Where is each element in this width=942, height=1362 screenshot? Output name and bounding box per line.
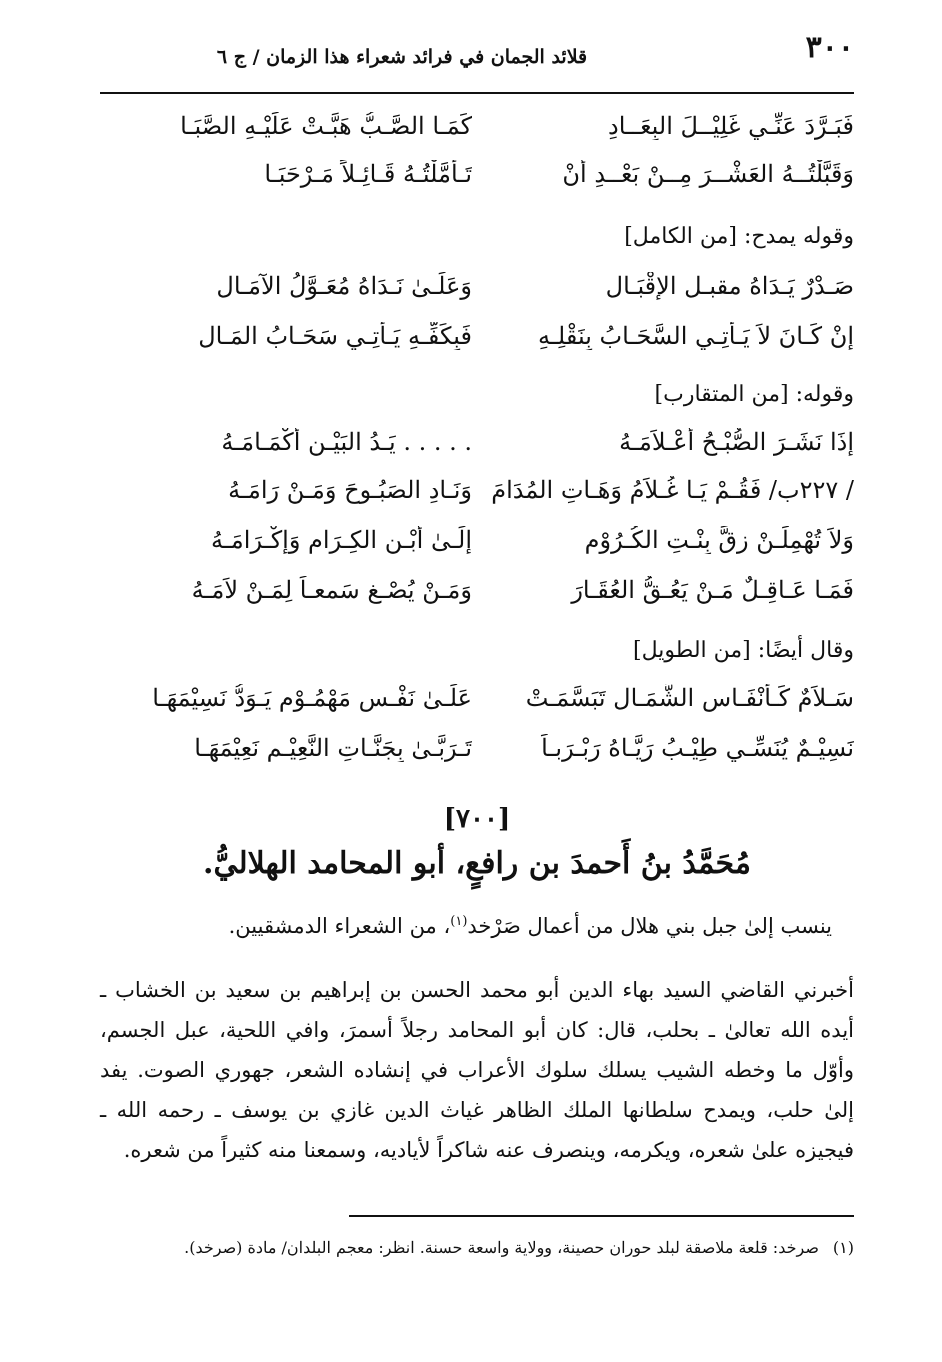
verse-line — [100, 684, 854, 724]
verse-second-hemistich: . . . . . يَـدُ البَيْـنِ أَكْمَـامَـهُ — [221, 428, 472, 456]
verse-line — [100, 428, 854, 468]
footnote-marker: (١) — [832, 1238, 854, 1257]
verse-line — [100, 322, 854, 362]
verse-first-hemistich: سَـلاَمٌ كَـأَنْفَـاسِ الشَّمَـالِ تَبَسَّمَـتْ — [525, 684, 854, 712]
poem-intro: وقوله: [من المتقارب] — [654, 382, 854, 407]
verse-line — [100, 576, 854, 616]
verse-first-hemistich: / ٢٢٧ب/ فَقُـمْ يَـا غُـلاَمُ وَهَـاتِ المُدَامَ — [491, 476, 854, 504]
verse-line — [100, 526, 854, 566]
poem-intro: وقال أيضًا: [من الطويل] — [633, 638, 854, 663]
verse-line — [100, 272, 854, 312]
verse-first-hemistich: نَسِيْـمٌ يُنَسِّـي طِيْـبُ رَيَّـاهُ رَبْـرَبـاً — [541, 734, 854, 762]
footnote-reference[interactable]: (١) — [450, 914, 468, 929]
poem-intro: وقوله يمدح: [من الكامل] — [624, 224, 854, 249]
verse-second-hemistich: فَبِكَفِّـهِ يَـأْتِـي سَحَـابُ المَـالِ — [198, 322, 472, 350]
verse-second-hemistich: تَـأَمَّلْتُـهُ قَـائِـلاً مَـرْحَبَـا — [264, 160, 472, 188]
verse-line — [100, 734, 854, 774]
running-title: قلائد الجمان في فرائد شعراء هذا الزمان / ج ٦ — [216, 46, 588, 68]
verse-first-hemistich: فَمَـا عَـاقِـلٌ مَـنْ يَعُـقُّ العُقَـارَ — [571, 576, 854, 604]
verse-second-hemistich: تَـرَبَّـىٰ بِجَنَّـاتِ النَّعِيْـمِ نَعِيْمَهَـا — [194, 734, 472, 762]
lineage-text: ينسب إلىٰ جبل بني هلال من أعمال صَرْخد — [467, 914, 832, 938]
verse-line — [100, 160, 854, 200]
verse-second-hemistich: عَلَـىٰ نَفْـسِ مَهْمُـوْمٍ يَـوَدُّ نَسِيْمَهَـا — [152, 684, 472, 712]
verse-second-hemistich: وَعَلَـىٰ نَـدَاهُ مُعَـوَّلُ الآمَـالِ — [216, 272, 472, 300]
verse-second-hemistich: وَمَـنْ يُصْـغِ سَمعـاً لِمَـنْ لاَمَـهُ — [191, 576, 472, 604]
footnote-text: صرخد: قلعة ملاصقة لبلد حوران حصينة، وولاية واسعة حسنة. انظر: معجم البلدان/ مادة (صرخد). — [184, 1238, 819, 1257]
verse-second-hemistich: إِلَـىٰ أَبْـنِ الكِـرَامِ وَإِكْـرَامَـهُ — [211, 526, 472, 554]
footnote-divider — [349, 1215, 854, 1217]
entry-lineage — [100, 906, 832, 942]
page-number: ٣٠٠ — [805, 30, 854, 65]
lineage-text-end: ، من الشعراء الدمشقيين. — [228, 914, 451, 938]
verse-first-hemistich: صَـدْرٌ يَـدَاهُ مقبـل الإِقْبَـالِ — [605, 272, 854, 300]
verse-second-hemistich: كَمَـا الصَّـبُّ هَبَّـتْ عَلَيْـهِ الصَّبَـا — [180, 112, 472, 140]
verse-first-hemistich: إِنْ كَـانَ لاَ يَـأْتِـي السَّحَـابُ بِنَقْلِـهِ — [538, 322, 854, 350]
header-divider — [100, 92, 854, 94]
verse-line — [100, 476, 854, 516]
footnote — [100, 1238, 854, 1257]
entry-title: مُحَمَّدُ بنُ أَحمدَ بن رافعٍ، أبو المحامد الهلاليُّ. — [203, 846, 751, 881]
verse-first-hemistich: وَقَبَّلْتُــهُ العَشْــرَ مِــنْ بَعْــدِ أَنْ — [562, 160, 854, 188]
entry-body: أخبرني القاضي السيد بهاء الدين أبو محمد الحسن بن إبراهيم بن سعيد بن الخشاب ـ أيده الله تعالىٰ ـ بحلب، قال: كان أبو المحامد رجلاً أسمرَ، وافي اللحية، عبل الجسم، وأوّل ما وخطه الشيب يسلك سلوك الأعراب في إنشاده الشعر، جهوري الصوت. يفد إلىٰ حلب، ويمدح سلطانها الملك الظاهر غياث الدين غازي بن يوسف ـ رحمه الله ـ فيجيزه علىٰ شعره، ويكرمه، وينصرف عنه شاكراً لأياديه، وسمعنا منه كثيراً من شعره. — [100, 978, 854, 1162]
verse-first-hemistich: إِذَا نَشَـرَ الصُّبْـحُ أَعْـلاَمَـهُ — [619, 428, 854, 456]
verse-first-hemistich: وَلاَ تُهْمِلَـنْ زِقَّ بِنْـتِ الكُـرُوْمِ — [584, 526, 854, 554]
page-header — [100, 30, 854, 82]
entry-number: [٧٠٠] — [443, 804, 511, 834]
verse-second-hemistich: وَنَـادِ الصَبُـوحَ وَمَـنْ رَامَـهُ — [228, 476, 472, 504]
verse-first-hemistich: فَبَـرَّدَ عَنِّـي غَلِيْــلَ البِعَــادِ — [608, 112, 854, 140]
verse-line — [100, 112, 854, 152]
